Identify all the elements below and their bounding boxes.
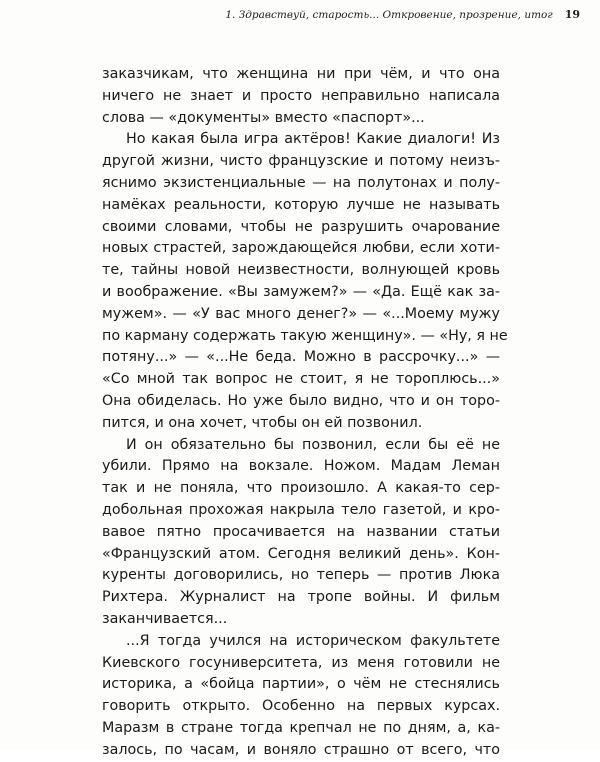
text-line: те, тайны новой неизвестности, волнующей кровь (102, 262, 500, 279)
text-line: убили. Прямо на вокзале. Ножом. Мадам Леман (102, 458, 500, 475)
text-line: Она обиделась. Но уже было видно, что и он торо- (102, 392, 500, 409)
text-line: Киевского госуниверситета, из меня готовили не (102, 654, 500, 671)
text-line: говорить открыто. Особенно на первых курсах. (102, 698, 500, 715)
paragraph (102, 435, 500, 631)
text-line: намёках реальности, которую лучше не называть (102, 196, 500, 213)
paragraph (102, 631, 500, 762)
text-line: так и не поняла, что произошло. А какая-то сер- (102, 480, 500, 497)
text-line: заказчикам, что женщина ни при чём, и что она (102, 66, 500, 82)
text-line: ...Я тогда учился на историческом факультете (126, 632, 500, 649)
text-line: заканчивается... (102, 610, 228, 627)
text-line: и воображение. «Вы замужем?» — «Да. Ещё как за- (102, 283, 500, 300)
paragraph (102, 129, 508, 434)
text-line: своими словами, чтобы не разрушить очарование (102, 218, 500, 235)
text-line: яснимо экзистенциальные — на полутонах и полу- (102, 174, 500, 191)
text-line: по карману содержать такую женщину». — «Ну, я не (102, 327, 508, 344)
chapter-title: 1. Здравствуй, старость... Откровение, прозрение, итог (225, 9, 553, 21)
text-line: вавое пятно просачивается на названии статьи (102, 523, 500, 540)
text-line: Но какая была игра актёров! Какие диалоги! Из (126, 131, 500, 148)
text-line: потяну...» — «...Не беда. Можно в рассрочку...» — (102, 349, 500, 366)
text-line: куренты договорились, но теперь — против Люка (102, 567, 500, 584)
paragraph (102, 64, 500, 129)
text-line: Маразм в стране тогда крепчал не по дням, а, ка- (102, 719, 500, 736)
body-text (102, 64, 508, 762)
text-line: «Французский атом. Сегодня великий день». Кон- (102, 545, 500, 562)
text-line: добольная прохожая накрыла тело газетой, и кро- (102, 501, 500, 518)
text-line: мужем». — «У вас много денег?» — «...Моему мужу (102, 305, 500, 322)
text-line: слова — «документы» вместо «паспорт»... (102, 109, 425, 126)
text-line: новых страстей, зарождающейся любви, если хоти- (102, 240, 500, 257)
text-line: залось, по часам, и воняло страшно от всего, что (102, 741, 500, 758)
running-head (0, 8, 580, 21)
text-line: другой жизни, чисто французские и потому неизъ- (102, 153, 500, 170)
text-line: ничего не знает и просто неправильно написала (102, 87, 500, 104)
text-line: пится, и она хочет, чтобы он ей позвонил. (102, 414, 423, 431)
page-number: 19 (564, 8, 580, 21)
text-line: «Со мной так вопрос не стоит, я не тороплюсь...» (102, 371, 500, 388)
text-line: И он обязательно бы позвонил, если бы её не (126, 436, 500, 453)
text-line: Рихтера. Журналист на тропе войны. И фильм (102, 589, 500, 606)
text-line: историка, а «бойца партии», о чём не стеснялись (102, 676, 500, 693)
